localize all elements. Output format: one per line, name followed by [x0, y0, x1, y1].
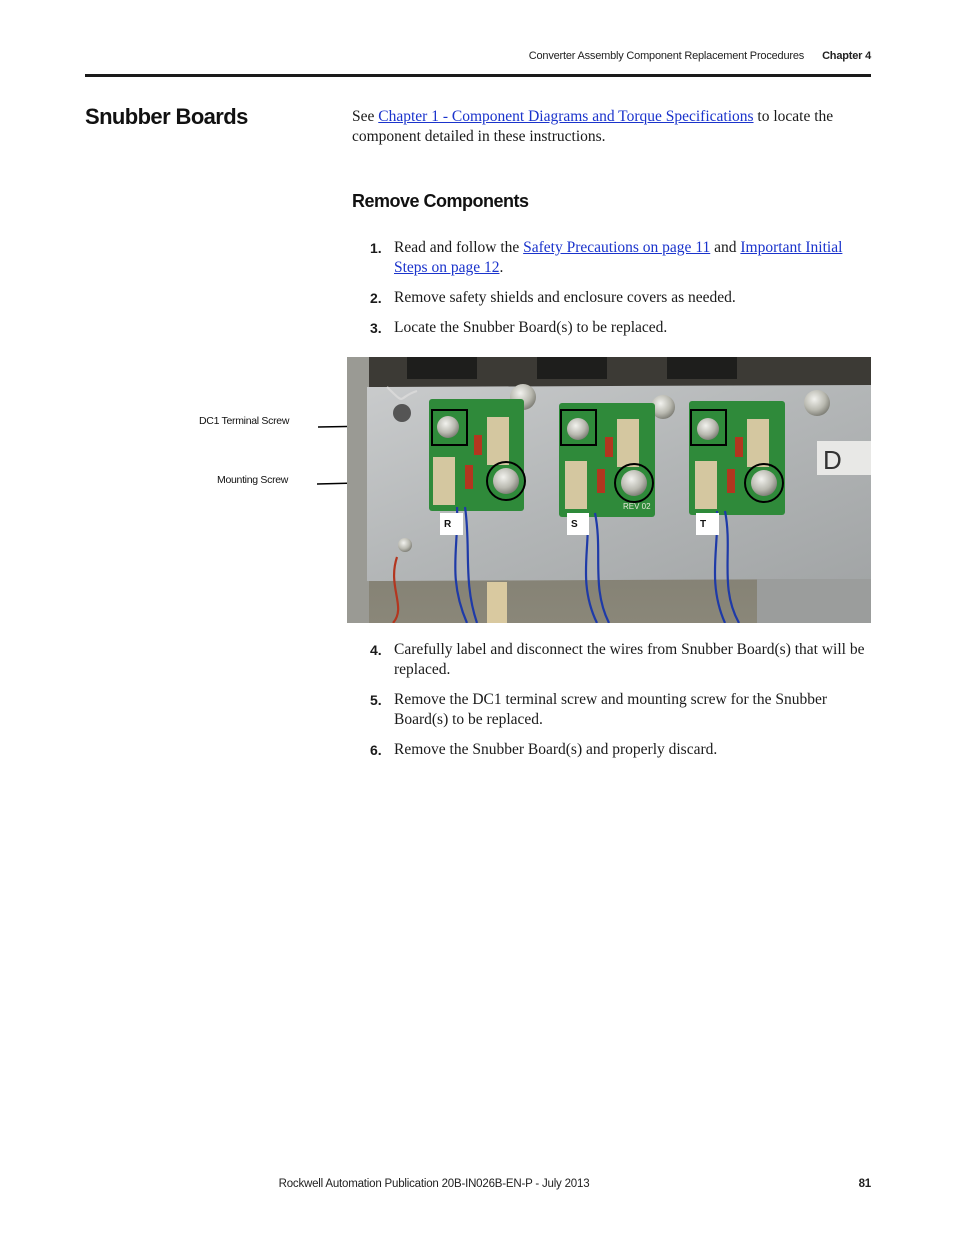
phase-label-r: R [444, 519, 452, 530]
step-text: Remove the Snubber Board(s) and properly discard. [394, 741, 718, 758]
panel-letter: D [823, 445, 842, 475]
step-number: 5. [370, 692, 382, 708]
board-rev-text: REV 02 [623, 502, 651, 511]
safety-precautions-link[interactable]: Safety Precautions on page 11 [523, 239, 711, 256]
steps-list-after [352, 640, 872, 760]
chapter-1-link[interactable]: Chapter 1 - Component Diagrams and Torque Specifications [378, 108, 754, 125]
step-4 [352, 640, 872, 680]
snubber-board-r [429, 399, 524, 511]
subsection-title: Remove Components [352, 191, 529, 211]
step-number: 6. [370, 742, 382, 758]
dc1-terminal-screw-callout: DC1 Terminal Screw [199, 415, 290, 427]
step-text: Remove the DC1 terminal screw and mounting screw for the Snubber Board(s) to be replaced. [394, 691, 828, 728]
mounting-screw-callout: Mounting Screw [217, 474, 289, 486]
step-text: Remove safety shields and enclosure covers as needed. [394, 289, 736, 306]
page-number: 81 [858, 1178, 871, 1190]
step-number: 1. [370, 240, 382, 256]
running-title: Converter Assembly Component Replacement Procedures [528, 50, 805, 62]
phase-label-t: T [700, 519, 707, 530]
step-6 [352, 740, 872, 760]
step-text: . [499, 259, 504, 276]
step-number: 3. [370, 320, 382, 336]
snubber-board-photo [347, 357, 871, 623]
step-number: 4. [370, 642, 382, 658]
step-text: Locate the Snubber Board(s) to be replaced. [394, 319, 668, 336]
step-number: 2. [370, 290, 382, 306]
snubber-board-t [689, 401, 785, 515]
important-initial-steps-link[interactable]: Important Initial Steps on page 12 [394, 239, 843, 276]
step-5 [352, 690, 872, 730]
phase-label-s: S [571, 519, 578, 530]
intro-suffix: to locate the component detailed in these instructions. [352, 108, 834, 145]
section-title: Snubber Boards [85, 104, 248, 129]
step-text: and [710, 239, 741, 256]
chapter-label: Chapter 4 [822, 50, 871, 62]
step-text: Carefully label and disconnect the wires from Snubber Board(s) that will be replaced. [394, 641, 865, 678]
intro-prefix: See [352, 108, 379, 125]
publication-info: Rockwell Automation Publication 20B-IN026B-EN-P - July 2013 [278, 1178, 590, 1190]
step-text: Read and follow the [394, 239, 524, 256]
